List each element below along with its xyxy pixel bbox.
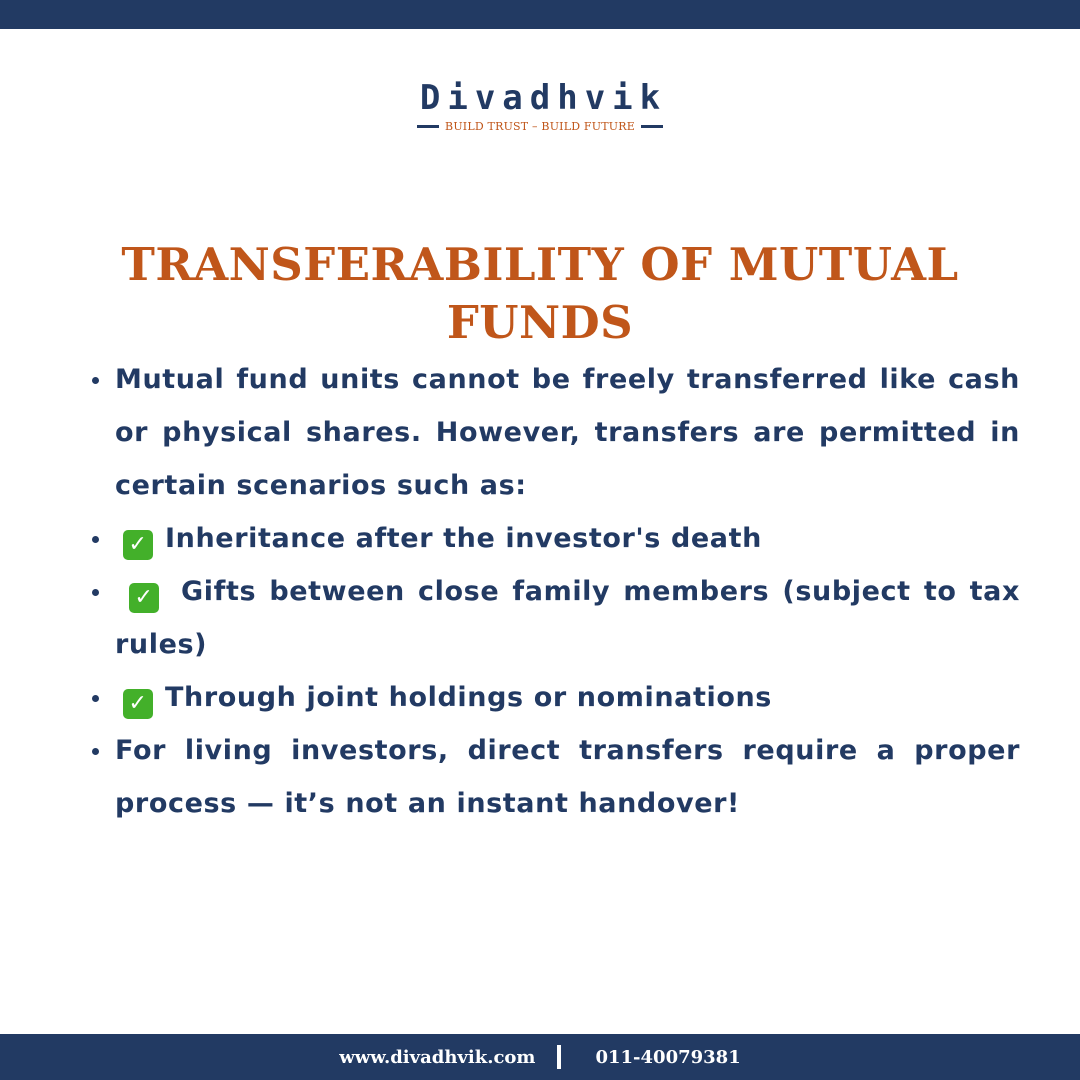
top-band — [0, 0, 1080, 29]
list-item — [88, 671, 1020, 724]
bullet-dot — [92, 589, 99, 596]
list-item-text: For living investors, direct transfers require a proper process — it’s not an instant handover! — [115, 735, 1020, 819]
bullet-dot — [92, 748, 99, 755]
brand-logo — [0, 78, 1080, 133]
list-item — [88, 565, 1020, 671]
footer-divider — [557, 1045, 561, 1069]
tagline-dash-left — [417, 125, 439, 128]
bullet-dot — [92, 536, 99, 543]
list-item — [88, 353, 1020, 512]
bullet-dot — [92, 377, 99, 384]
list-item-text: Through joint holdings or nominations — [165, 682, 772, 713]
bullet-list — [88, 353, 1020, 830]
brand-name: Divadhvik — [419, 78, 668, 118]
list-item — [88, 724, 1020, 830]
check-mark-icon: ✓ — [123, 689, 153, 719]
footer-band — [0, 1034, 1080, 1080]
brand-tagline: BUILD TRUST – BUILD FUTURE — [445, 120, 635, 133]
list-item-text: Gifts between close family members (subject to tax rules) — [115, 576, 1020, 660]
check-mark-icon: ✓ — [129, 583, 159, 613]
check-mark-icon: ✓ — [123, 530, 153, 560]
website-link[interactable]: www.divadhvik.com — [339, 1046, 536, 1068]
brand-tagline-row — [0, 120, 1080, 133]
list-item — [88, 512, 1020, 565]
tagline-dash-right — [641, 125, 663, 128]
list-item-text: Mutual fund units cannot be freely transferred like cash or physical shares. However, transfers are permitted in certain scenarios such as: — [115, 364, 1020, 501]
phone-number[interactable]: 011-40079381 — [595, 1046, 741, 1068]
bullet-dot — [92, 695, 99, 702]
page-title: TRANSFERABILITY OF MUTUAL FUNDS — [121, 238, 959, 349]
list-item-text: Inheritance after the investor's death — [165, 523, 762, 554]
